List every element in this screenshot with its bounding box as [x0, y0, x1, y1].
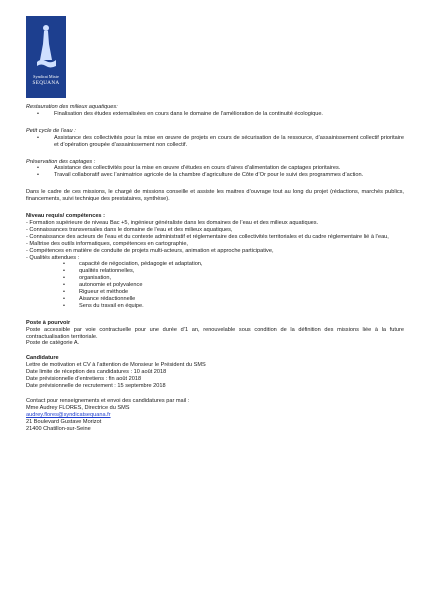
candidature-line: Date limite de réception des candidatures : 10 août 2018 — [26, 369, 167, 376]
list-item: • Finalisation des études externalisées en cours dans le domaine de l’amélioration de la continuité écologique. — [26, 111, 404, 118]
heading-niveau: Niveau requis/ compétences : — [26, 213, 105, 220]
niveau-line: - Compétences en matière de conduite de projets multi-acteurs, animation et approche participative, — [26, 247, 274, 254]
heading-petit-cycle: Petit cycle de l’eau : — [26, 127, 76, 134]
contact-name: Mme Audrey FLORES, Directrice du SMS — [26, 404, 130, 411]
logo-line-1: Syndicat Mixte — [33, 74, 59, 79]
section-candidature — [26, 355, 404, 390]
logo-line-2: SEQUANA — [32, 80, 60, 86]
list-item: • capacité de négociation, pédagogie et adaptation, — [26, 261, 404, 268]
poste-categorie: Poste de catégorie A. — [26, 340, 80, 347]
section-poste — [26, 320, 404, 348]
list-item: • Travail collaboratif avec l’animatrice agricole de la chambre d’agriculture de Côte d’Or pour le suivi des programmes d’action. — [26, 172, 404, 179]
niveau-line: - Formation supérieure de niveau Bac +5, ingénieur généraliste dans les domaines de l’eau et des milieux aquatiques. — [26, 219, 319, 226]
list-item: • Rigueur et méthode — [26, 289, 404, 296]
heading-poste: Poste à pourvoir — [26, 319, 71, 326]
section-contact — [26, 398, 404, 433]
qualites-list — [26, 261, 404, 309]
intro-paragraph: Dans le cadre de ces missions, le chargé de missions conseille et assiste les maitres d’ouvrage tout au long du projet (rédactions, marchés publics, financements, suivi technique des prestataires, synthèse). — [26, 189, 404, 203]
contact-address-line-1: 21 Boulevard Gustave Morizot — [26, 418, 102, 425]
section-restauration — [26, 104, 404, 118]
contact-address-line-2: 21400 Chatillon-sur-Seine — [26, 425, 91, 432]
list-item: • Assistance des collectivités pour la mise en œuvre d’études en cours d’aires d’alimentation de captages prioritaires. — [26, 165, 404, 172]
candidature-line: Date prévisionnelle de recrutement : 15 septembre 2018 — [26, 383, 166, 389]
list-item: • Aisance rédactionnelle — [26, 296, 404, 303]
contact-intro: Contact pour renseignements et envoi des candidatures par mail : — [26, 397, 190, 404]
poste-text: Poste accessible par voie contractuelle pour une durée d’1 an, renouvelable sous condition de la définition des missions liée à la future contractualisation territoriale. — [26, 326, 404, 340]
contact-email-link[interactable]: audrey.flores@syndicatsequana.fr — [26, 411, 111, 418]
list-item: • autonomie et polyvalence — [26, 282, 404, 289]
heading-candidature: Candidature — [26, 355, 59, 362]
heading-restauration: Restauration des milieux aquatiques: — [26, 104, 118, 110]
candidature-line: Lettre de motivation et CV à l’attention de Monsieur le Président du SMS — [26, 362, 206, 369]
heading-preservation: Préservation des captages : — [26, 158, 96, 165]
niveau-line: - Connaissance des acteurs de l’eau et du contexte administratif et réglementaire des collectivités territoriales et du cadre réglementaire lié à l’eau, — [26, 233, 389, 240]
document-content — [26, 104, 404, 432]
niveau-line: - Qualités attendues : — [26, 254, 80, 261]
sequana-logo — [26, 16, 66, 98]
list-item: • qualités relationnelles, — [26, 268, 404, 275]
section-petit-cycle — [26, 128, 404, 149]
list-item: • Sens du travail en équipe. — [26, 303, 404, 310]
candidature-line: Date prévisionnelle d’entretiens : fin août 2018 — [26, 376, 142, 383]
list-item: • organisation, — [26, 275, 404, 282]
lady-figure-icon — [35, 24, 57, 70]
section-preservation — [26, 159, 404, 180]
list-item: • Assistance des collectivités pour la mise en œuvre de projets en cours de sécurisation de la ressource, d’assainissement collectif prioritaire et d’opération groupée d’assainissement non collectif. — [26, 135, 404, 149]
niveau-line: - Maîtrise des outils informatiques, compétences en cartographie, — [26, 240, 188, 247]
section-niveau — [26, 213, 404, 310]
niveau-line: - Connaissances transversales dans le domaine de l’eau et des milieux aquatiques, — [26, 226, 233, 233]
